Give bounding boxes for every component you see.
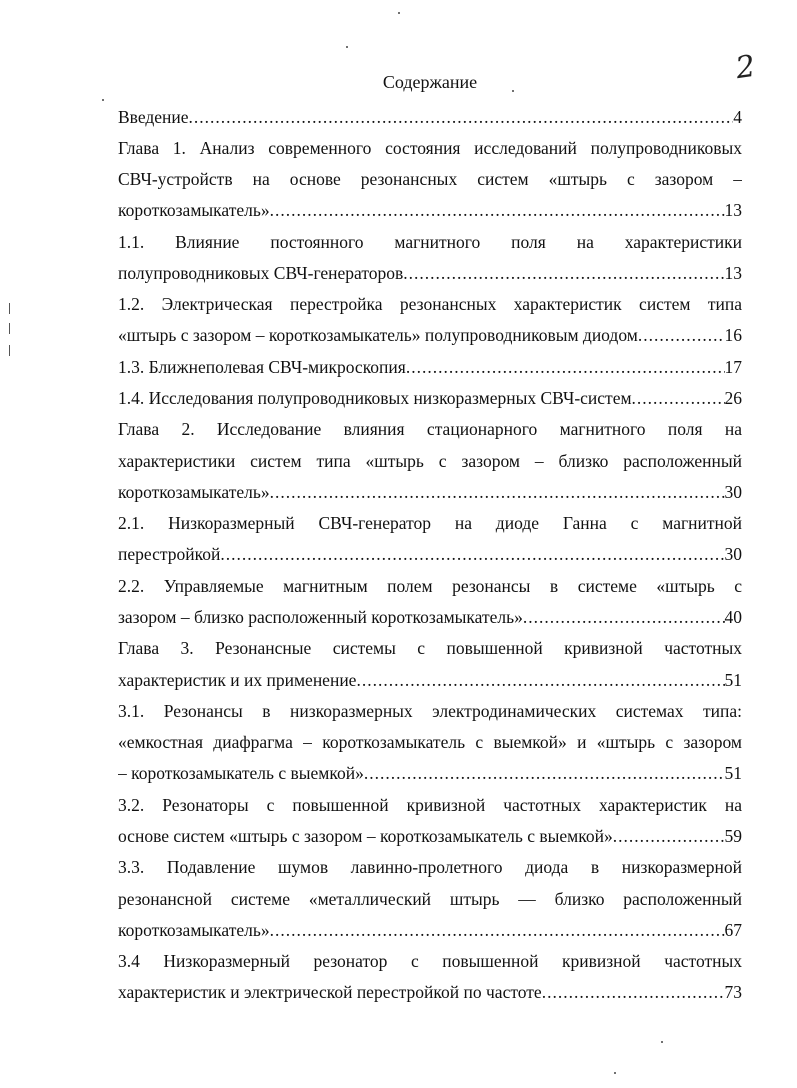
scan-speck [614, 1072, 616, 1074]
toc-entry-intro [118, 107, 742, 127]
toc-entry-3-2-line1: 3.2. Резонаторы с повышенной кривизной частотных характеристик на [118, 795, 742, 815]
scan-margin-mark [9, 323, 10, 334]
toc-entry-2-2-line1: 2.2. Управляемые магнитным полем резонансы в системе «штырь с [118, 576, 742, 596]
toc-page-number: 59 [724, 826, 742, 846]
dot-leader [403, 263, 724, 283]
toc-entry-chapter3-line1: Глава 3. Резонансные системы с повышенной кривизной частотных [118, 638, 742, 658]
dot-leader [220, 544, 724, 564]
toc-entry-3-1-line2: «емкостная диафрагма – короткозамыкатель с выемкой» и «штырь с зазором [118, 732, 742, 752]
toc-entry-1-2-line1: 1.2. Электрическая перестройка резонансных характеристик систем типа [118, 294, 742, 314]
toc-page-number: 40 [724, 607, 742, 627]
toc-entry-text: «штырь с зазором – короткозамыкатель» полупроводниковым диодом [118, 325, 638, 345]
scan-speck [512, 90, 514, 92]
toc-entry-3-3-line2: резонансной системе «металлический штырь — близко расположенный [118, 889, 742, 909]
toc-entry-1-4 [118, 388, 742, 408]
toc-entry-text: перестройкой [118, 544, 221, 564]
toc-entry-chapter1-line3 [118, 200, 742, 220]
dot-leader [364, 763, 725, 783]
toc-page-number: 13 [724, 263, 742, 283]
toc-entry-text: – короткозамыкатель с выемкой» [118, 763, 364, 783]
dot-leader [638, 325, 725, 345]
toc-entry-text: Введение [118, 107, 189, 127]
toc-entry-2-1-line2 [118, 544, 742, 564]
toc-entry-1-3 [118, 357, 742, 377]
scan-speck [346, 46, 348, 48]
toc-page-number: 16 [724, 325, 742, 345]
toc-page-number: 51 [724, 670, 742, 690]
toc-entry-text: основе систем «штырь с зазором – короткозамыкатель с выемкой» [118, 826, 613, 846]
dot-leader [406, 357, 725, 377]
toc-entry-text: 1.4. Исследования полупроводниковых низкоразмерных СВЧ-систем [118, 388, 632, 408]
scan-speck [661, 1041, 663, 1043]
toc-entry-text: зазором – близко расположенный короткозамыкатель» [118, 607, 523, 627]
toc-page-number: 17 [724, 357, 742, 377]
toc-entry-chapter2-line2: характеристики систем типа «штырь с зазором – близко расположенный [118, 451, 742, 471]
toc-entry-chapter2-line3 [118, 482, 742, 502]
toc-page-number: 51 [724, 763, 742, 783]
dot-leader [270, 200, 725, 220]
dot-leader [523, 607, 725, 627]
toc-entry-3-2-line2 [118, 826, 742, 846]
toc-entry-chapter3-line2 [118, 670, 742, 690]
scan-speck [102, 99, 104, 101]
toc-entry-3-4-line1: 3.4 Низкоразмерный резонатор с повышенной кривизной частотных [118, 951, 742, 971]
scan-margin-mark [9, 303, 10, 314]
toc-page-number: 30 [724, 544, 742, 564]
toc-entry-3-1-line1: 3.1. Резонансы в низкоразмерных электродинамических системах типа: [118, 701, 742, 721]
toc-entry-text: короткозамыкатель» [118, 920, 270, 940]
toc-entry-2-1-line1: 2.1. Низкоразмерный СВЧ-генератор на диоде Ганна с магнитной [118, 513, 742, 533]
toc-page-number: 73 [724, 982, 742, 1002]
handwritten-page-number: 2 [733, 48, 758, 87]
toc-entry-3-1-line3 [118, 763, 742, 783]
toc-entry-text: 1.3. Ближнеполевая СВЧ-микроскопия [118, 357, 406, 377]
toc-entry-3-4-line2 [118, 982, 742, 1002]
scan-margin-mark [9, 345, 10, 356]
page-title: Содержание [382, 72, 478, 92]
toc-entry-3-3-line1: 3.3. Подавление шумов лавинно-пролетного диода в низкоразмерной [118, 857, 742, 877]
toc-entry-chapter1-line1: Глава 1. Анализ современного состояния исследований полупроводниковых [118, 138, 742, 158]
toc-entry-3-3-line3 [118, 920, 742, 940]
toc-entry-chapter1-line2: СВЧ-устройств на основе резонансных систем «штырь с зазором – [118, 169, 742, 189]
dot-leader [613, 826, 725, 846]
dot-leader [632, 388, 725, 408]
toc-page-number: 67 [724, 920, 742, 940]
dot-leader [270, 920, 725, 940]
toc-entry-1-1-line1: 1.1. Влияние постоянного магнитного поля на характеристики [118, 232, 742, 252]
toc-entry-chapter2-line1: Глава 2. Исследование влияния стационарного магнитного поля на [118, 419, 742, 439]
dot-leader [356, 670, 724, 690]
toc-page-number: 4 [733, 107, 742, 127]
toc-entry-text: полупроводниковых СВЧ-генераторов [118, 263, 404, 283]
toc-page-number: 26 [724, 388, 742, 408]
dot-leader [270, 482, 725, 502]
toc-page-number: 13 [724, 200, 742, 220]
toc-page-number: 30 [724, 482, 742, 502]
dot-leader [189, 107, 734, 127]
scan-speck [398, 12, 400, 14]
toc-entry-text: характеристик и электрической перестройкой по частоте [118, 982, 542, 1002]
toc-entry-text: короткозамыкатель» [118, 200, 270, 220]
toc-entry-2-2-line2 [118, 607, 742, 627]
toc-entry-text: короткозамыкатель» [118, 482, 270, 502]
dot-leader [542, 982, 725, 1002]
toc-entry-text: характеристик и их применение [118, 670, 357, 690]
toc-entry-1-1-line2 [118, 263, 742, 283]
toc-entry-1-2-line2 [118, 325, 742, 345]
